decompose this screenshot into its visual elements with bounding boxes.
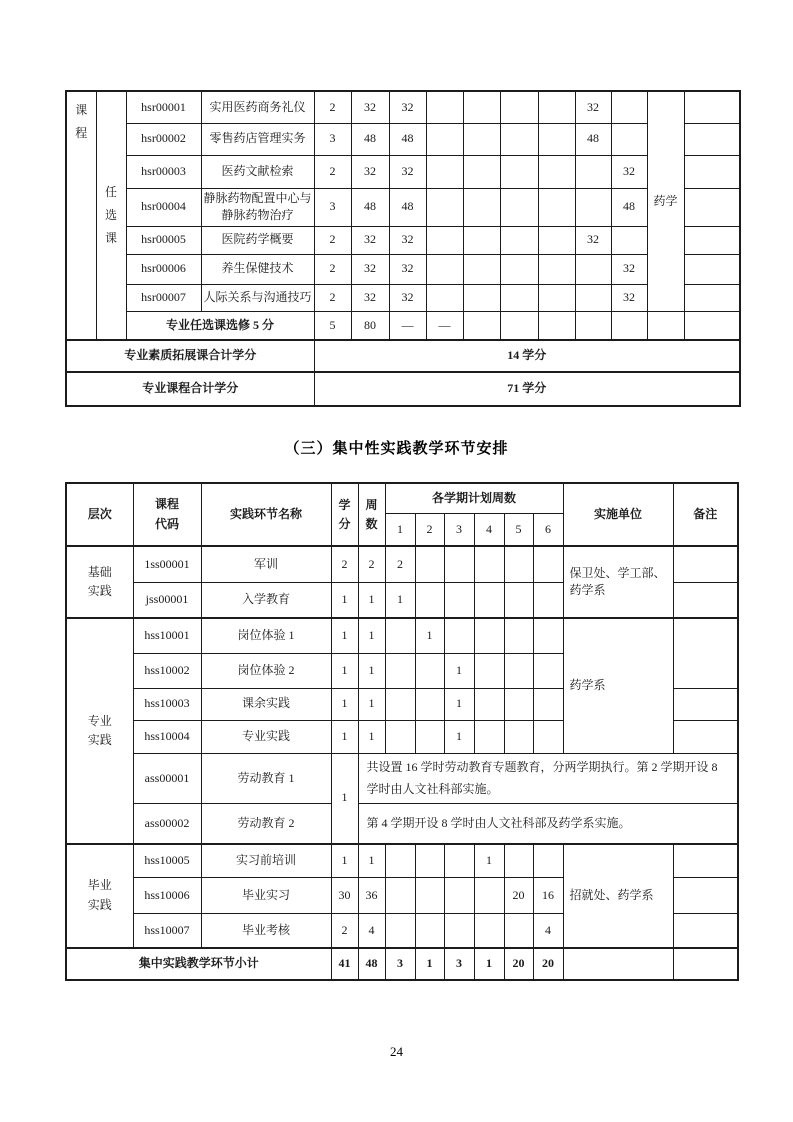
sem1-cell [426, 155, 463, 188]
labor-note: 共设置 16 学时劳动教育专题教育，分两学期执行。第 2 学期开设 8 学时由人文社科部实施。 [358, 753, 738, 804]
practice-name: 军训 [201, 546, 331, 582]
credits-cell: 2 [314, 91, 351, 123]
practice-code: jss00001 [133, 582, 201, 618]
practice-name: 毕业考核 [201, 914, 331, 948]
sem1-cell [426, 226, 463, 254]
practice-name: 专业实践 [201, 720, 331, 753]
practice-name: 课余实践 [201, 688, 331, 720]
sem6-cell [533, 653, 563, 688]
header-sem-5: 5 [504, 513, 533, 546]
credits-cell: 1 [331, 720, 358, 753]
sem3-cell [500, 91, 538, 123]
header-code [133, 483, 201, 546]
sem5-cell [504, 688, 533, 720]
hours-cell: 80 [351, 311, 389, 340]
sem2-cell [463, 311, 500, 340]
sem3-cell [444, 546, 474, 582]
sem5-cell [504, 844, 533, 878]
credits-cell: 1 [331, 618, 358, 653]
sem3-cell [500, 284, 538, 311]
course-code: hsr00003 [126, 155, 201, 188]
course-name: 静脉药物配置中心与静脉药物治疗 [201, 188, 314, 226]
sem5-cell [504, 546, 533, 582]
sem5-cell [575, 254, 611, 284]
credits-cell: 2 [314, 155, 351, 188]
credits-cell: 2 [314, 226, 351, 254]
header-sem-1: 1 [385, 513, 415, 546]
practice-code: ass00002 [133, 804, 201, 844]
sem3-cell [500, 123, 538, 155]
header-sem-3: 3 [444, 513, 474, 546]
hours2-cell: 32 [389, 284, 426, 311]
sem3-cell [500, 155, 538, 188]
header-sem-2: 2 [415, 513, 444, 546]
header-sem-6: 6 [533, 513, 563, 546]
total-label: 专业课程合计学分 [66, 372, 314, 406]
sem4-cell [538, 188, 575, 226]
sem3-cell [500, 188, 538, 226]
credits-cell: 3 [314, 188, 351, 226]
remark-cell [673, 720, 738, 753]
sem2-cell [463, 226, 500, 254]
practice-code: hss10004 [133, 720, 201, 753]
hours2-cell: 32 [389, 155, 426, 188]
sem3-cell [444, 878, 474, 914]
sem2-cell [463, 284, 500, 311]
hours-cell: 32 [351, 226, 389, 254]
practice-name: 岗位体验 2 [201, 653, 331, 688]
course-code: hsr00006 [126, 254, 201, 284]
header-unit: 实施单位 [563, 483, 673, 546]
practice-name: 实习前培训 [201, 844, 331, 878]
credits-cell: 2 [331, 914, 358, 948]
weeks-cell: 1 [358, 688, 385, 720]
sem3-cell: 3 [444, 948, 474, 980]
sem5-cell [504, 653, 533, 688]
sem1-cell: 3 [385, 948, 415, 980]
hours2-cell: 32 [389, 226, 426, 254]
remark-cell [684, 311, 740, 340]
course-group-label [66, 91, 96, 340]
sem1-cell [385, 878, 415, 914]
vertical-text: 课程 [75, 103, 88, 140]
sem4-cell [474, 653, 504, 688]
sem1-cell [385, 688, 415, 720]
hours-cell: 48 [351, 188, 389, 226]
sem6-cell [533, 844, 563, 878]
sem2-cell: 1 [415, 618, 444, 653]
sem2-cell [463, 155, 500, 188]
hours-cell: 32 [351, 155, 389, 188]
remark-cell [684, 91, 740, 123]
remark-cell [673, 582, 738, 618]
level-label-text: 基础实践 [87, 564, 112, 598]
course-name: 零售药店管理实务 [201, 123, 314, 155]
remark-cell [684, 155, 740, 188]
weeks-cell: 1 [358, 720, 385, 753]
unit-cell: 保卫处、学工部、药学系 [563, 546, 673, 618]
hours-cell: 48 [351, 123, 389, 155]
sem2-cell: 1 [415, 948, 444, 980]
sem6-cell [611, 311, 647, 340]
course-code: hsr00007 [126, 284, 201, 311]
unit-cell [647, 311, 684, 340]
sem5-cell [575, 311, 611, 340]
page-number: 24 [390, 1044, 403, 1059]
remark-cell [673, 618, 738, 688]
sem2-cell [415, 688, 444, 720]
header-semester-group: 各学期计划周数 [385, 483, 563, 513]
credits-cell: 1 [331, 844, 358, 878]
hours-cell: 32 [351, 91, 389, 123]
sem2-cell [463, 91, 500, 123]
sem6-cell [533, 618, 563, 653]
remark-cell [684, 226, 740, 254]
header-level: 层次 [66, 483, 133, 546]
practice-name: 岗位体验 1 [201, 618, 331, 653]
sem4-cell [474, 914, 504, 948]
elective-summary-label: 专业任选课选修 5 分 [126, 311, 314, 340]
level-label [66, 618, 133, 844]
sem5-cell: 32 [575, 91, 611, 123]
sem1-cell [426, 254, 463, 284]
total-value: 14 学分 [314, 340, 740, 372]
sem4-cell [538, 284, 575, 311]
weeks-cell: 4 [358, 914, 385, 948]
sem3-cell [444, 914, 474, 948]
labor-note: 第 4 学期开设 8 学时由人文社科部及药学系实施。 [358, 804, 738, 844]
remark-cell [673, 914, 738, 948]
sem1-cell [385, 844, 415, 878]
sem4-cell [474, 546, 504, 582]
header-name: 实践环节名称 [201, 483, 331, 546]
sem3-cell [444, 844, 474, 878]
hours2-cell: 48 [389, 188, 426, 226]
sem6-cell: 4 [533, 914, 563, 948]
sem5-cell [575, 155, 611, 188]
hours2-cell: 48 [389, 123, 426, 155]
course-code: hsr00004 [126, 188, 201, 226]
remark-cell [684, 254, 740, 284]
unit-cell: 药学 [647, 91, 684, 311]
level-label [66, 844, 133, 948]
sem1-cell [385, 618, 415, 653]
total-label: 专业素质拓展课合计学分 [66, 340, 314, 372]
weeks-cell: 1 [358, 582, 385, 618]
header-code-text: 课程代码 [154, 497, 179, 531]
course-name: 养生保健技术 [201, 254, 314, 284]
course-code: hsr00005 [126, 226, 201, 254]
sem4-cell [474, 618, 504, 653]
sem5-cell [575, 188, 611, 226]
sem3-cell: 1 [444, 688, 474, 720]
level-label-text: 毕业实践 [87, 878, 112, 912]
credits-cell: 1 [331, 582, 358, 618]
sem3-cell: 1 [444, 653, 474, 688]
sem5-cell [575, 284, 611, 311]
sem1-cell [426, 123, 463, 155]
remark-cell [684, 284, 740, 311]
sem2-cell [415, 914, 444, 948]
practice-code: hss10006 [133, 878, 201, 914]
sem2-cell [415, 844, 444, 878]
practice-code: hss10002 [133, 653, 201, 688]
sem4-cell [474, 878, 504, 914]
sem6-cell [611, 91, 647, 123]
remark-cell [673, 948, 738, 980]
sem1-cell [426, 188, 463, 226]
practice-summary-label: 集中实践教学环节小计 [66, 948, 331, 980]
sem6-cell: 32 [611, 284, 647, 311]
sem3-cell [500, 226, 538, 254]
hours2-cell: 32 [389, 91, 426, 123]
sem5-cell: 48 [575, 123, 611, 155]
sem4-cell [538, 91, 575, 123]
header-weeks [358, 483, 385, 546]
sem3-cell [444, 618, 474, 653]
sem6-cell: 32 [611, 254, 647, 284]
sem6-cell [611, 226, 647, 254]
course-name: 医院药学概要 [201, 226, 314, 254]
course-name: 实用医药商务礼仪 [201, 91, 314, 123]
course-code: hsr00002 [126, 123, 201, 155]
course-name: 医药文献检索 [201, 155, 314, 188]
sem6-cell [533, 688, 563, 720]
sem5-cell: 20 [504, 878, 533, 914]
header-weeks-text: 周数 [365, 497, 378, 531]
sem5-cell: 32 [575, 226, 611, 254]
sem5-cell: 20 [504, 948, 533, 980]
header-remark: 备注 [673, 483, 738, 546]
sem4-cell [538, 254, 575, 284]
hours2-cell: 32 [389, 254, 426, 284]
sem3-cell [444, 582, 474, 618]
weeks-cell: 1 [358, 653, 385, 688]
sem1-cell: 2 [385, 546, 415, 582]
sem6-cell [533, 720, 563, 753]
sem3-cell [500, 311, 538, 340]
level-label-text: 专业实践 [87, 713, 112, 747]
sem6-cell [533, 546, 563, 582]
hours-cell: 32 [351, 254, 389, 284]
remark-cell [673, 878, 738, 914]
sem2-cell [463, 188, 500, 226]
sem5-cell [504, 582, 533, 618]
unit-cell [563, 948, 673, 980]
sem6-cell: 20 [533, 948, 563, 980]
practice-code: hss10003 [133, 688, 201, 720]
credits-cell: 2 [314, 254, 351, 284]
sem2-cell [415, 878, 444, 914]
weeks-cell: 48 [358, 948, 385, 980]
weeks-cell: 2 [358, 546, 385, 582]
section-title: （三）集中性实践教学环节安排 [284, 441, 509, 457]
vertical-text: 任选课 [104, 185, 117, 245]
sem1-cell [385, 720, 415, 753]
sem1-cell [385, 653, 415, 688]
credits-cell: 1 [331, 688, 358, 720]
sem2-cell [415, 546, 444, 582]
weeks-cell: 1 [358, 844, 385, 878]
sem1-cell [426, 91, 463, 123]
remark-cell [673, 844, 738, 878]
practice-name: 入学教育 [201, 582, 331, 618]
remark-cell [684, 123, 740, 155]
practice-code: hss10001 [133, 618, 201, 653]
credits-cell: 3 [314, 123, 351, 155]
sem1-cell [385, 914, 415, 948]
header-credits-text: 学分 [338, 497, 351, 531]
sem4-cell [538, 226, 575, 254]
credits-cell: 2 [314, 284, 351, 311]
practice-code: hss10005 [133, 844, 201, 878]
practice-table [65, 482, 739, 981]
header-sem-4: 4 [474, 513, 504, 546]
course-code: hsr00001 [126, 91, 201, 123]
header-credits [331, 483, 358, 546]
practice-name: 劳动教育 2 [201, 804, 331, 844]
sem6-cell: 16 [533, 878, 563, 914]
credits-cell: 30 [331, 878, 358, 914]
sem6-cell: 48 [611, 188, 647, 226]
practice-code: ass00001 [133, 753, 201, 804]
sem5-cell [504, 720, 533, 753]
level-label [66, 546, 133, 618]
sem4-cell [474, 582, 504, 618]
sem3-cell: 1 [444, 720, 474, 753]
sem3-cell [500, 254, 538, 284]
weeks-cell: 36 [358, 878, 385, 914]
sem4-cell: 1 [474, 844, 504, 878]
sem6-cell [533, 582, 563, 618]
sem4-cell [474, 688, 504, 720]
practice-name: 毕业实习 [201, 878, 331, 914]
sem5-cell [504, 914, 533, 948]
weeks-cell: 1 [358, 618, 385, 653]
credits-cell: 41 [331, 948, 358, 980]
practice-name: 劳动教育 1 [201, 753, 331, 804]
labor-credits-cell: 1 [331, 753, 358, 844]
elective-course-table [65, 90, 741, 407]
practice-code: 1ss00001 [133, 546, 201, 582]
sem2-cell [415, 720, 444, 753]
dash-cell: — [426, 311, 463, 340]
sem6-cell [611, 123, 647, 155]
credits-cell: 5 [314, 311, 351, 340]
remark-cell [684, 188, 740, 226]
credits-cell: 2 [331, 546, 358, 582]
dash-cell: — [389, 311, 426, 340]
remark-cell [673, 546, 738, 582]
remark-cell [673, 688, 738, 720]
course-name: 人际关系与沟通技巧 [201, 284, 314, 311]
sem6-cell: 32 [611, 155, 647, 188]
sem4-cell [538, 123, 575, 155]
sem1-cell [426, 284, 463, 311]
sem5-cell [504, 618, 533, 653]
credits-cell: 1 [331, 653, 358, 688]
sem2-cell [463, 123, 500, 155]
unit-cell: 招就处、药学系 [563, 844, 673, 948]
unit-cell: 药学系 [563, 618, 673, 753]
total-value: 71 学分 [314, 372, 740, 406]
sem2-cell [463, 254, 500, 284]
sem4-cell [474, 720, 504, 753]
elective-group-label [96, 91, 126, 340]
sem4-cell [538, 311, 575, 340]
practice-code: hss10007 [133, 914, 201, 948]
hours-cell: 32 [351, 284, 389, 311]
sem2-cell [415, 653, 444, 688]
sem4-cell [538, 155, 575, 188]
sem4-cell: 1 [474, 948, 504, 980]
sem1-cell: 1 [385, 582, 415, 618]
sem2-cell [415, 582, 444, 618]
